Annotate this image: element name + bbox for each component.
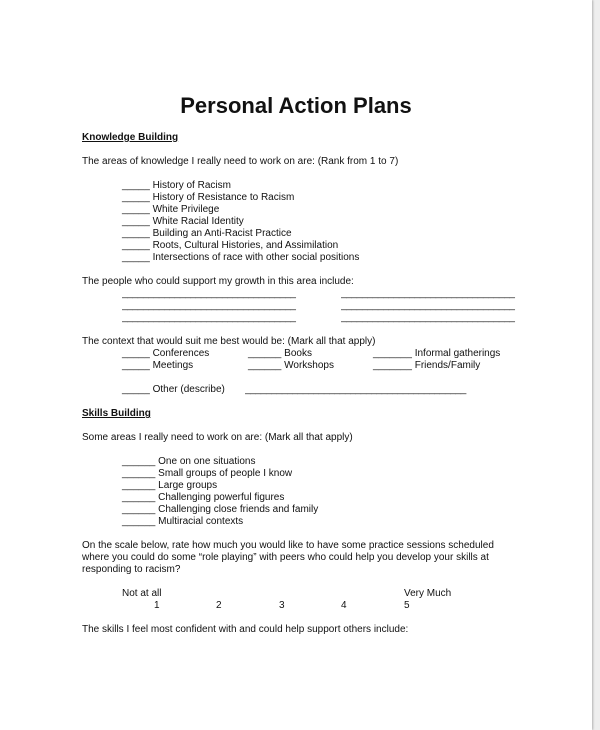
scale-number: 5 xyxy=(404,600,410,611)
scale-high-label: Very Much xyxy=(404,588,452,599)
knowledge-heading: Knowledge Building xyxy=(82,132,179,143)
skills-item: ______ Multiracial contexts xyxy=(122,516,244,527)
scale-number: 3 xyxy=(279,600,285,611)
context-option: _______ Friends/Family xyxy=(373,360,481,371)
knowledge-intro: The areas of knowledge I really need to work on are: (Rank from 1 to 7) xyxy=(82,156,399,167)
knowledge-item: _____ White Racial Identity xyxy=(122,216,244,227)
support-line-right: _________________________________ xyxy=(341,312,515,323)
page-title: Personal Action Plans xyxy=(180,93,412,118)
knowledge-item: _____ Roots, Cultural Histories, and Assimilation xyxy=(122,240,339,251)
confident-prompt: The skills I feel most confident with and could help support others include: xyxy=(82,624,409,635)
skills-intro: Some areas I really need to work on are: (Mark all that apply) xyxy=(82,432,353,443)
skills-item: ______ Challenging powerful figures xyxy=(122,492,285,503)
scale-low-label: Not at all xyxy=(122,588,162,599)
scale-text-line: On the scale below, rate how much you would like to have some practice sessions scheduled xyxy=(82,540,494,551)
support-line-right: _________________________________ xyxy=(341,288,515,299)
scale-number: 1 xyxy=(154,600,160,611)
knowledge-item: _____ Intersections of race with other social positions xyxy=(122,252,360,263)
skills-heading: Skills Building xyxy=(82,408,151,419)
knowledge-item: _____ Building an Anti-Racist Practice xyxy=(122,228,292,239)
skills-item: ______ Large groups xyxy=(122,480,218,491)
context-option: _____ Meetings xyxy=(122,360,194,371)
scale-text-line: responding to racism? xyxy=(82,564,181,575)
context-prompt: The context that would suit me best would be: (Mark all that apply) xyxy=(82,336,376,347)
context-option: ______ Books xyxy=(248,348,312,359)
support-line-left: _________________________________ xyxy=(122,300,296,311)
scale-number: 2 xyxy=(216,600,222,611)
scale-text-line: where you could do some “role playing” with peers who could help you develop your skills at xyxy=(82,552,489,563)
support-line-right: _________________________________ xyxy=(341,300,515,311)
skills-item: ______ Challenging close friends and family xyxy=(122,504,319,515)
knowledge-item: _____ History of Resistance to Racism xyxy=(122,192,295,203)
context-other-line: __________________________________________ xyxy=(245,384,466,395)
skills-item: ______ One on one situations xyxy=(122,456,256,467)
support-prompt: The people who could support my growth in this area include: xyxy=(82,276,354,287)
context-option: ______ Workshops xyxy=(248,360,334,371)
knowledge-item: _____ White Privilege xyxy=(122,204,220,215)
scale-number: 4 xyxy=(341,600,347,611)
context-option: _____ Conferences xyxy=(122,348,210,359)
support-line-left: _________________________________ xyxy=(122,288,296,299)
skills-item: ______ Small groups of people I know xyxy=(122,468,293,479)
support-line-left: _________________________________ xyxy=(122,312,296,323)
knowledge-item: _____ History of Racism xyxy=(122,180,231,191)
context-option: _______ Informal gatherings xyxy=(373,348,501,359)
context-other-label: _____ Other (describe) xyxy=(122,384,225,395)
